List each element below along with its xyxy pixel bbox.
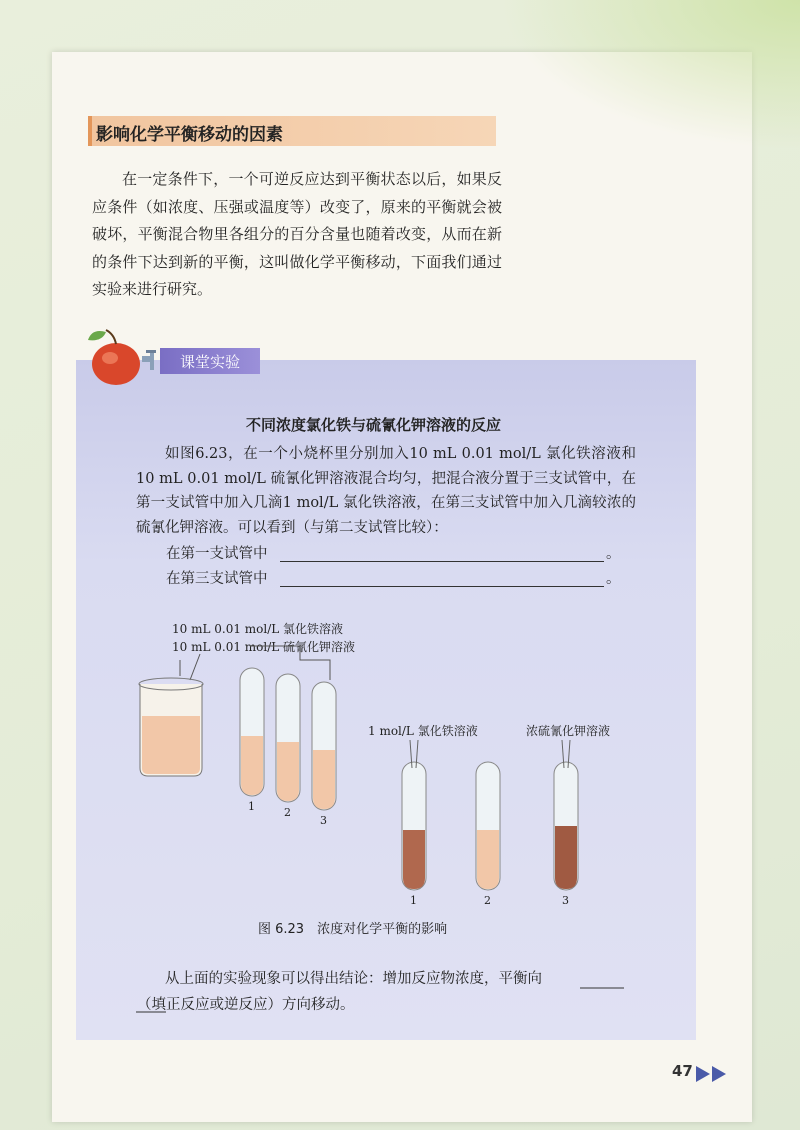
- tube-number: 1: [248, 800, 255, 813]
- label-kscn-concentrated: 浓硫氰化钾溶液: [526, 724, 611, 738]
- blank-tube3-period: 。: [606, 571, 621, 587]
- experiment-title: 不同浓度氯化铁与硫氰化钾溶液的反应: [246, 416, 502, 434]
- figure-caption: 图 6.23 浓度对化学平衡的影响: [258, 922, 448, 937]
- right-tubes: [402, 740, 578, 890]
- label-kscn-solution: 10 mL 0.01 mol/L 硫氰化钾溶液: [172, 640, 356, 654]
- label-fecl3-1mol: 1 mol/L 氯化铁溶液: [368, 724, 478, 738]
- tube-number: 3: [320, 814, 327, 827]
- page-number: 47: [672, 1062, 693, 1080]
- experiment-procedure: 如图6.23，在一个小烧杯里分别加入10 mL 0.01 mol/L 氯化铁溶液和10 mL 0.01 mol/L 硫氰化钾溶液混合均匀，把混合液分置于三支试管中，在第一支试管中加入几滴1 mol/L 氯化铁溶液，在第三支试管中加入几滴较浓的硫氰化钾溶液。可以看到（与第二支试管比较）：: [136, 446, 636, 536]
- lab-badge-label: 课堂实验: [180, 353, 241, 371]
- conclusion-text-1: 从上面的实验现象可以得出结论：增加反应物浓度，平衡向: [165, 971, 542, 987]
- conclusion-text-2: （填正反应或逆反应）方向移动。: [137, 997, 355, 1013]
- tube-number: 2: [484, 894, 491, 907]
- tube-number: 3: [562, 894, 569, 907]
- beaker: [139, 678, 203, 776]
- section-title: 影响化学平衡移动的因素: [96, 125, 283, 145]
- conclusion-paragraph: [136, 966, 636, 1018]
- intro-paragraph: 在一定条件下，一个可逆反应达到平衡状态以后，如果反应条件（如浓度、压强或温度等）改变了，原来的平衡就会被破坏，平衡混合物里各组分的百分含量也随着改变，从而在新的条件下达到新的平衡，这叫做化学平衡移动，下面我们通过实验来进行研究。: [92, 170, 502, 298]
- blank-tube1-period: 。: [606, 546, 621, 562]
- tube-number: 2: [284, 806, 291, 819]
- label-fecl3-solution: 10 mL 0.01 mol/L 氯化铁溶液: [172, 622, 344, 636]
- left-tubes: [240, 668, 336, 810]
- tube-number: 1: [410, 894, 417, 907]
- blank-tube1-label: 在第一支试管中: [166, 546, 268, 562]
- blank-tube3-label: 在第三支试管中: [166, 571, 268, 587]
